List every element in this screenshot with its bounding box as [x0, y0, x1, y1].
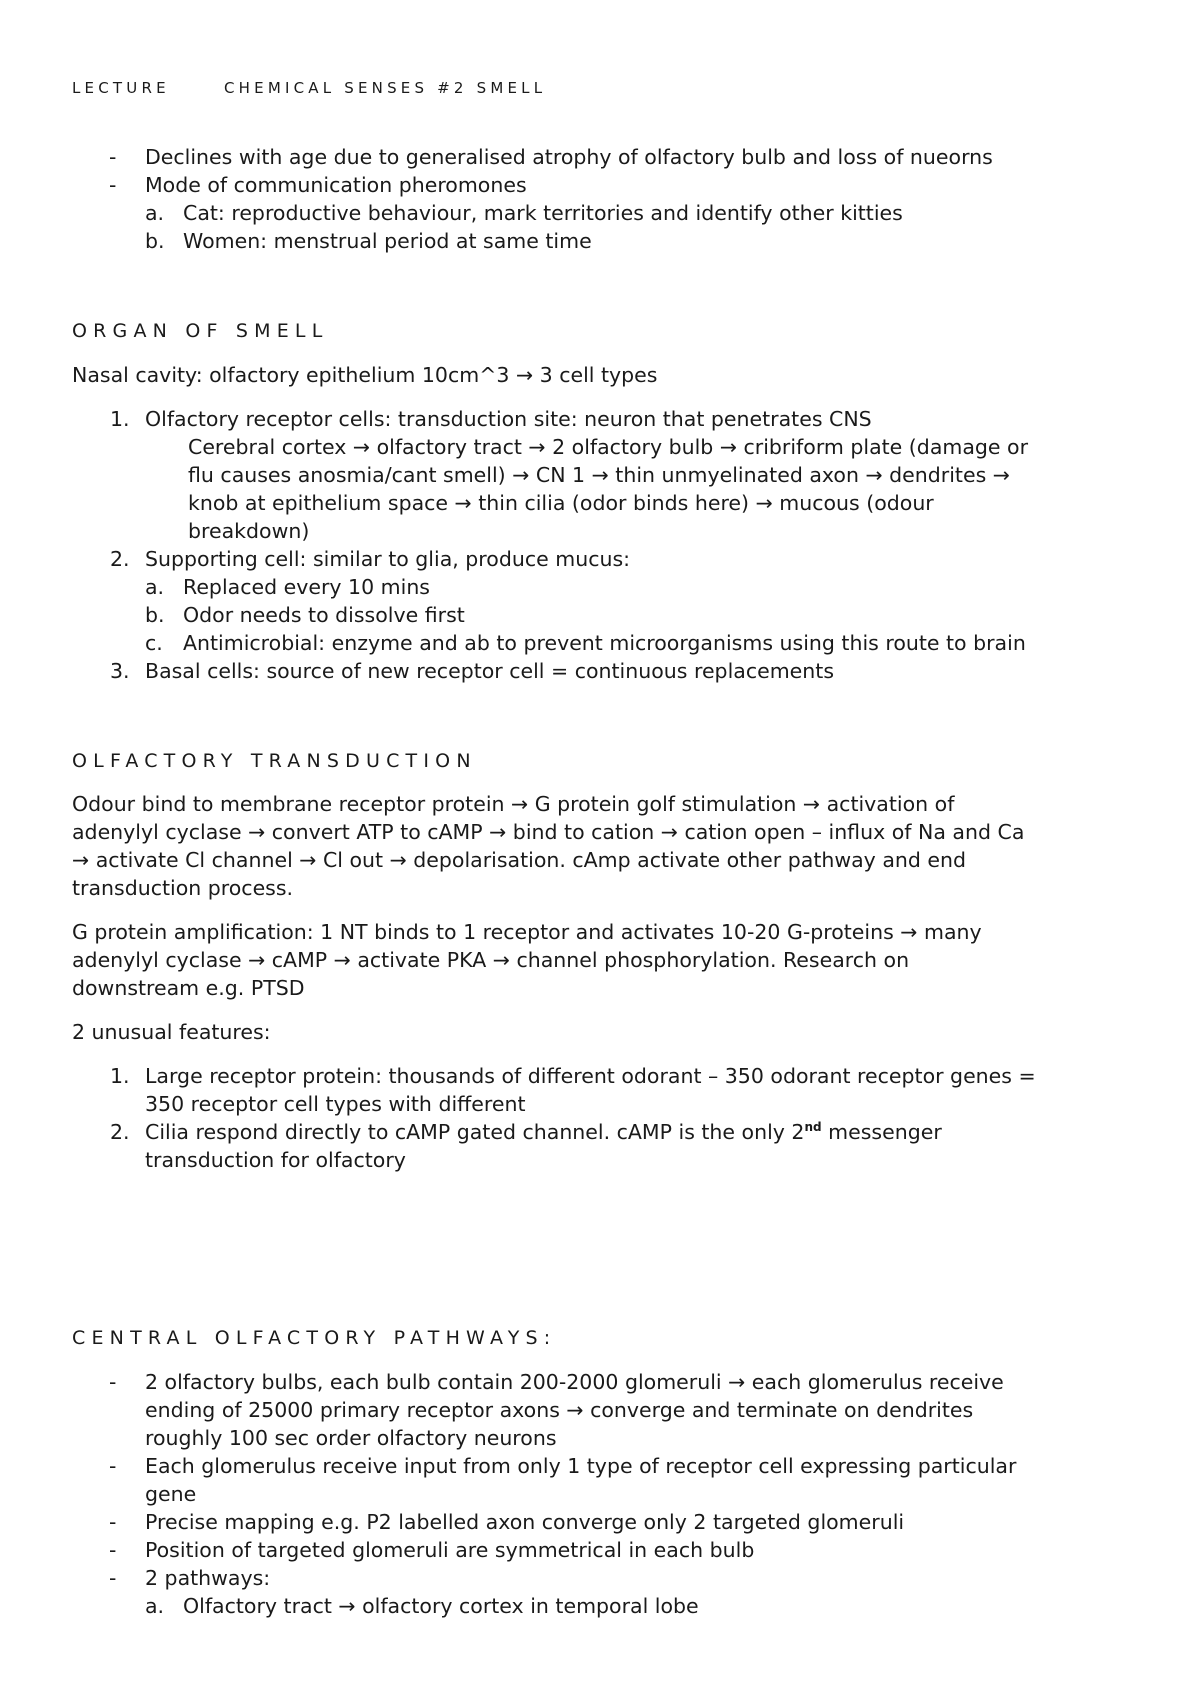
list-marker: 2.	[110, 547, 130, 571]
paragraph: Nasal cavity: olfactory epithelium 10cm^3 → 3 cell types	[72, 363, 658, 387]
bullet-dash: -	[109, 1566, 117, 1590]
list-item: Odor needs to dissolve first	[183, 603, 465, 627]
list-item: Replaced every 10 mins	[183, 575, 430, 599]
paragraph-line: transduction process.	[72, 876, 294, 900]
section-heading-organ: ORGAN OF SMELL	[72, 320, 329, 342]
bullet-dash: -	[109, 173, 117, 197]
bullet-dash: -	[109, 1538, 117, 1562]
bullet-dash: -	[109, 145, 117, 169]
section-heading-central: CENTRAL OLFACTORY PATHWAYS:	[72, 1327, 557, 1349]
list-item-line: 2 pathways:	[145, 1566, 271, 1590]
page-title: CHEMICAL SENSES #2 SMELL	[224, 79, 547, 97]
list-item: Women: menstrual period at same time	[183, 229, 592, 253]
list-item-line: roughly 100 sec order olfactory neurons	[145, 1426, 557, 1450]
list-marker: a.	[145, 575, 165, 599]
list-marker: a.	[145, 201, 165, 225]
list-marker: b.	[145, 229, 165, 253]
paragraph: 2 unusual features:	[72, 1020, 271, 1044]
list-item: Basal cells: source of new receptor cell = continuous replacements	[145, 659, 835, 683]
superscript: nd	[804, 1120, 822, 1135]
list-item-line: Large receptor protein: thousands of different odorant – 350 odorant receptor genes =	[145, 1064, 1036, 1088]
list-marker: 1.	[110, 407, 130, 431]
paragraph-line: adenylyl cyclase → cAMP → activate PKA → channel phosphorylation. Research on	[72, 948, 910, 972]
list-item: Antimicrobial: enzyme and ab to prevent microorganisms using this route to brain	[183, 631, 1026, 655]
list-item-line: Position of targeted glomeruli are symmetrical in each bulb	[145, 1538, 755, 1562]
list-item-line: 350 receptor cell types with different	[145, 1092, 526, 1116]
list-item-line: ending of 25000 primary receptor axons → converge and terminate on dendrites	[145, 1398, 974, 1422]
list-marker: c.	[145, 631, 163, 655]
list-item: Mode of communication pheromones	[145, 173, 527, 197]
list-item-line: Each glomerulus receive input from only 1 type of receptor cell expressing particular	[145, 1454, 1017, 1478]
paragraph-line: downstream e.g. PTSD	[72, 976, 305, 1000]
list-item-line: transduction for olfactory	[145, 1148, 406, 1172]
list-item: Olfactory tract → olfactory cortex in temporal lobe	[183, 1594, 699, 1618]
list-item-line: flu causes anosmia/cant smell) → CN 1 → thin unmyelinated axon → dendrites →	[188, 463, 1010, 487]
paragraph-line: Odour bind to membrane receptor protein → G protein golf stimulation → activation of	[72, 792, 955, 816]
list-marker: 3.	[110, 659, 130, 683]
list-item-line: Cerebral cortex → olfactory tract → 2 olfactory bulb → cribriform plate (damage or	[188, 435, 1029, 459]
list-item-line: knob at epithelium space → thin cilia (odor binds here) → mucous (odour	[188, 491, 934, 515]
paragraph-line: adenylyl cyclase → convert ATP to cAMP → bind to cation → cation open – influx of Na and Ca	[72, 820, 1025, 844]
paragraph-line: G protein amplification: 1 NT binds to 1 receptor and activates 10-20 G-proteins → many	[72, 920, 982, 944]
list-item-line	[145, 1118, 942, 1146]
list-item: Declines with age due to generalised atrophy of olfactory bulb and loss of nueorns	[145, 145, 993, 169]
section-heading-transduction: OLFACTORY TRANSDUCTION	[72, 750, 477, 772]
list-item: Cat: reproductive behaviour, mark territories and identify other kitties	[183, 201, 903, 225]
list-item: Olfactory receptor cells: transduction site: neuron that penetrates CNS	[145, 407, 872, 431]
list-item-line: gene	[145, 1482, 197, 1506]
bullet-dash: -	[109, 1370, 117, 1394]
bullet-dash: -	[109, 1454, 117, 1478]
list-marker: 2.	[110, 1120, 130, 1144]
list-marker: a.	[145, 1594, 165, 1618]
list-item-line: breakdown)	[188, 519, 310, 543]
text-segment: messenger	[821, 1120, 942, 1144]
text-segment: Cilia respond directly to cAMP gated channel. cAMP is the only 2	[145, 1120, 805, 1144]
list-item-line: Precise mapping e.g. P2 labelled axon converge only 2 targeted glomeruli	[145, 1510, 905, 1534]
list-marker: b.	[145, 603, 165, 627]
list-item: Supporting cell: similar to glia, produce mucus:	[145, 547, 631, 571]
list-marker: 1.	[110, 1064, 130, 1088]
paragraph-line: → activate Cl channel → Cl out → depolarisation. cAmp activate other pathway and end	[72, 848, 967, 872]
list-item-line: 2 olfactory bulbs, each bulb contain 200-2000 glomeruli → each glomerulus receive	[145, 1370, 1004, 1394]
lecture-label: LECTURE	[72, 79, 170, 97]
bullet-dash: -	[109, 1510, 117, 1534]
